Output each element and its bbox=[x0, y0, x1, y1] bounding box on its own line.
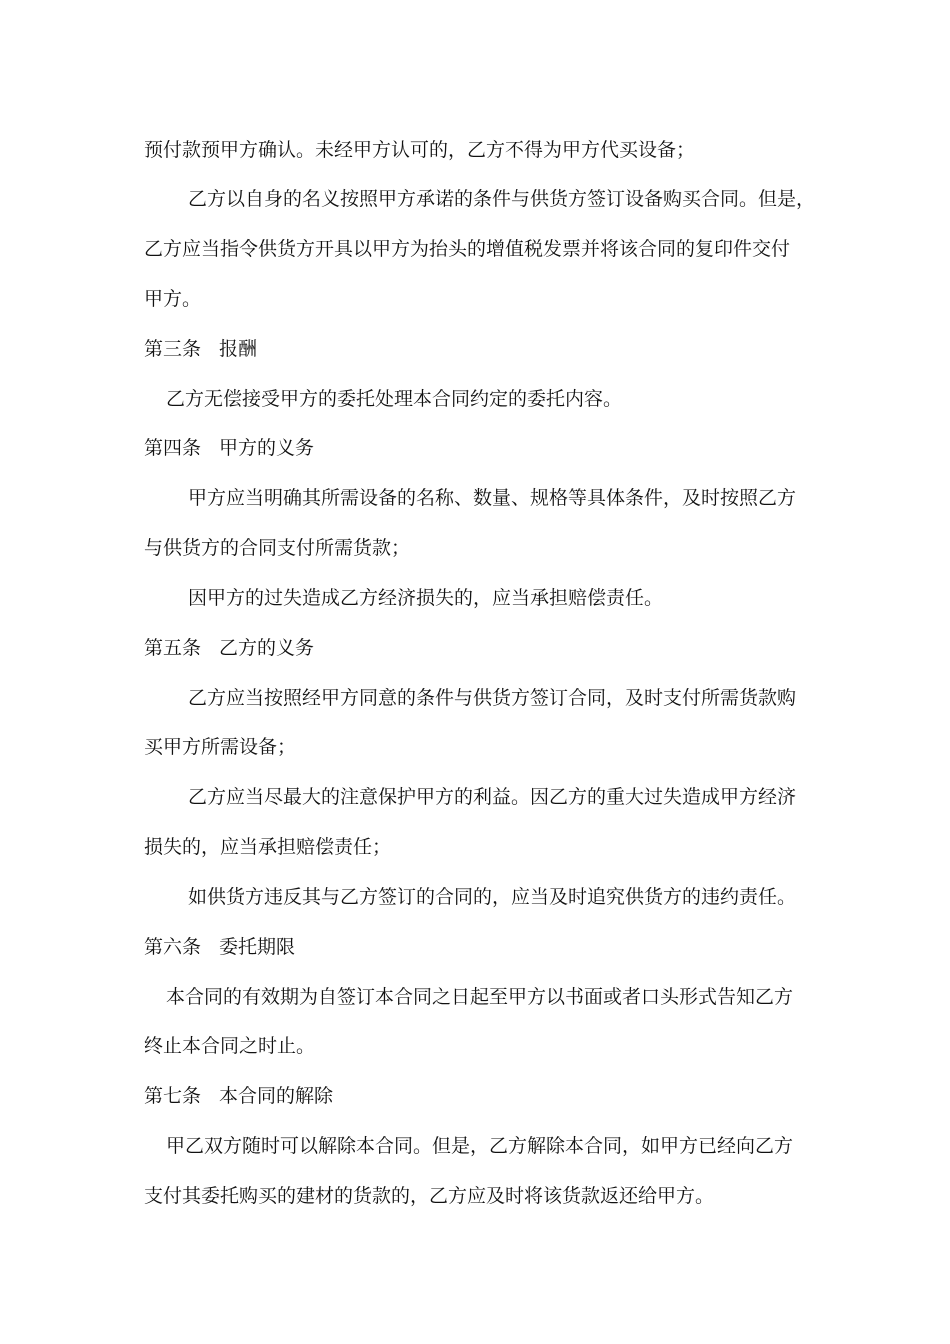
article-number: 第三条 bbox=[144, 338, 202, 360]
article-number: 第六条 bbox=[144, 936, 202, 958]
paragraph-line: 甲方应当明确其所需设备的名称、数量、规格等具体条件，及时按照乙方 bbox=[188, 487, 797, 509]
paragraph-line: 与供货方的合同支付所需货款； bbox=[144, 537, 411, 559]
paragraph-line: 终止本合同之时止。 bbox=[144, 1035, 316, 1057]
paragraph-line: 预付款预甲方确认。未经甲方认可的，乙方不得为甲方代买设备； bbox=[144, 139, 696, 161]
paragraph-line: 甲乙双方随时可以解除本合同。但是，乙方解除本合同，如甲方已经向乙方 bbox=[166, 1135, 794, 1157]
article-title: 本合同的解除 bbox=[219, 1085, 334, 1107]
article-title: 乙方的义务 bbox=[219, 637, 315, 659]
paragraph-line: 买甲方所需设备； bbox=[144, 736, 297, 758]
paragraph-line: 乙方应当按照经甲方同意的条件与供货方签订合同，及时支付所需货款购 bbox=[188, 687, 797, 709]
paragraph-line: 乙方应当指令供货方开具以甲方为抬头的增值税发票并将该合同的复印件交付 bbox=[144, 238, 791, 260]
article-number: 第五条 bbox=[144, 637, 202, 659]
paragraph-line: 乙方应当尽最大的注意保护甲方的利益。因乙方的重大过失造成甲方经济 bbox=[188, 786, 797, 808]
article-title: 委托期限 bbox=[219, 936, 296, 958]
paragraph-line: 甲方。 bbox=[144, 288, 202, 310]
paragraph-line: 因甲方的过失造成乙方经济损失的，应当承担赔偿责任。 bbox=[188, 587, 664, 609]
article-number: 第七条 bbox=[144, 1085, 202, 1107]
article-heading bbox=[144, 636, 314, 660]
paragraph-line: 乙方无偿接受甲方的委托处理本合同约定的委托内容。 bbox=[166, 388, 623, 410]
paragraph-line: 支付其委托购买的建材的货款的，乙方应及时将该货款返还给甲方。 bbox=[144, 1185, 715, 1207]
article-heading bbox=[144, 436, 314, 460]
article-heading bbox=[144, 337, 257, 361]
article-heading bbox=[144, 935, 295, 959]
paragraph-line: 如供货方违反其与乙方签订的合同的，应当及时追究供货方的违约责任。 bbox=[188, 886, 797, 908]
paragraph-line: 乙方以自身的名义按照甲方承诺的条件与供货方签订设备购买合同。但是， bbox=[188, 188, 816, 210]
paragraph-line: 本合同的有效期为自签订本合同之日起至甲方以书面或者口头形式告知乙方 bbox=[166, 986, 794, 1008]
article-number: 第四条 bbox=[144, 437, 202, 459]
paragraph-line: 损失的，应当承担赔偿责任； bbox=[144, 836, 392, 858]
article-title: 报酬 bbox=[219, 338, 258, 360]
article-title: 甲方的义务 bbox=[219, 437, 315, 459]
article-heading bbox=[144, 1084, 333, 1108]
